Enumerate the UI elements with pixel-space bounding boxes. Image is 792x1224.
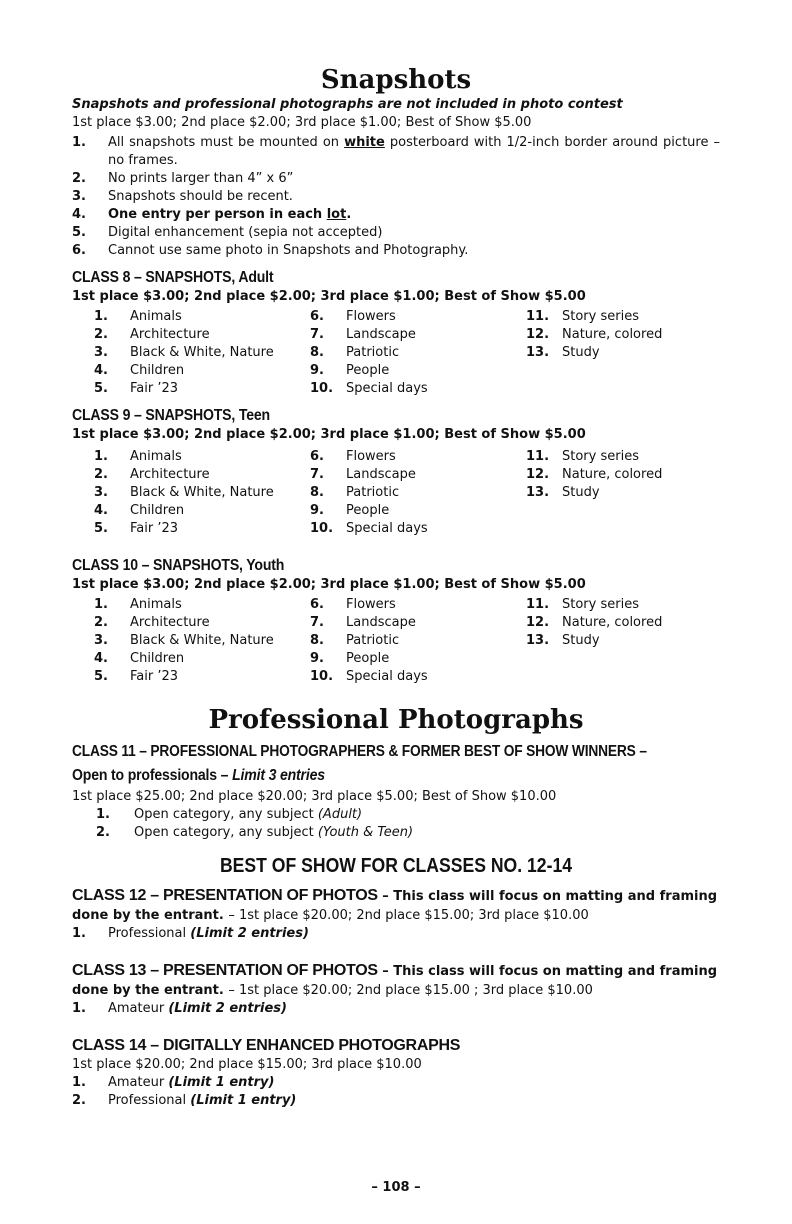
list-item: 13. Study <box>526 345 600 360</box>
list-item: 5. Fair ’23 <box>94 521 179 536</box>
list-item: 6. Flowers <box>310 309 396 324</box>
rule-item: 2. No prints larger than 4” x 6” <box>72 171 294 186</box>
list-item: 3. Black & White, Nature <box>94 633 274 648</box>
rule-item: 1. All snapshots must be mounted on white posterboard with 1/2-inch border around picture – no frames. <box>72 135 720 168</box>
list-item: 12. Nature, colored <box>526 615 663 630</box>
class-9-prize: 1st place $3.00; 2nd place $2.00; 3rd place $1.00; Best of Show $5.00 <box>72 427 586 442</box>
list-item: 12. Nature, colored <box>526 467 663 482</box>
class-11-prize: 1st place $25.00; 2nd place $20.00; 3rd place $5.00; Best of Show $10.00 <box>72 789 557 804</box>
list-item: 3. Black & White, Nature <box>94 345 274 360</box>
list-item: 4. Children <box>94 363 185 378</box>
rule-item: 4. One entry per person in each lot. <box>72 207 352 222</box>
list-item: 5. Fair ’23 <box>94 669 179 684</box>
list-item: 12. Nature, colored <box>526 327 663 342</box>
list-item: 13. Study <box>526 633 600 648</box>
class-14-prize: 1st place $20.00; 2nd place $15.00; 3rd place $10.00 <box>72 1057 422 1072</box>
list-item: 1. Animals <box>94 597 182 612</box>
list-item: 13. Study <box>526 485 600 500</box>
class-12-entry: 1. Professional (Limit 2 entries) <box>72 926 309 941</box>
class-13-block: CLASS 13 – PRESENTATION OF PHOTOS – This class will focus on matting and framing done by the entrant. – 1st place $20.00; 2nd place $15.00 ; 3rd place $10.00 <box>72 962 718 998</box>
class-14-entry: 1. Amateur (Limit 1 entry) <box>72 1075 275 1090</box>
class-8-heading: CLASS 8 – SNAPSHOTS, Adult <box>72 269 274 286</box>
class-8-list <box>72 308 720 398</box>
class-10-list <box>72 596 720 686</box>
list-item: 9. People <box>310 503 390 518</box>
class-9-heading: CLASS 9 – SNAPSHOTS, Teen <box>72 407 270 424</box>
list-item: 3. Black & White, Nature <box>94 485 274 500</box>
best-of-show-heading: BEST OF SHOW FOR CLASSES NO. 12-14 <box>219 855 573 877</box>
list-item: 9. People <box>310 363 390 378</box>
list-item: 7. Landscape <box>310 467 416 482</box>
class-11-list <box>72 806 720 842</box>
list-item: 7. Landscape <box>310 327 416 342</box>
snapshots-prize: 1st place $3.00; 2nd place $2.00; 3rd place $1.00; Best of Show $5.00 <box>72 115 532 130</box>
list-item: 8. Patriotic <box>310 345 400 360</box>
class-10-prize: 1st place $3.00; 2nd place $2.00; 3rd place $1.00; Best of Show $5.00 <box>72 577 586 592</box>
class-11-heading: CLASS 11 – PROFESSIONAL PHOTOGRAPHERS & FORMER BEST OF SHOW WINNERS – <box>72 743 647 760</box>
list-item: 10. Special days <box>310 381 428 396</box>
class-10-heading: CLASS 10 – SNAPSHOTS, Youth <box>72 557 285 574</box>
list-item: 10. Special days <box>310 521 428 536</box>
class-8-prize: 1st place $3.00; 2nd place $2.00; 3rd place $1.00; Best of Show $5.00 <box>72 289 586 304</box>
snapshots-note: Snapshots and professional photographs are not included in photo contest <box>72 97 623 112</box>
list-item: 6. Flowers <box>310 449 396 464</box>
professional-title: Professional Photographs <box>208 705 584 735</box>
list-item: 4. Children <box>94 503 185 518</box>
class-14-entry: 2. Professional (Limit 1 entry) <box>72 1093 297 1108</box>
list-item: 7. Landscape <box>310 615 416 630</box>
list-item: 4. Children <box>94 651 185 666</box>
list-item: 1. Animals <box>94 449 182 464</box>
class-13-entry: 1. Amateur (Limit 2 entries) <box>72 1001 287 1016</box>
list-item: 6. Flowers <box>310 597 396 612</box>
list-item: 2. Architecture <box>94 467 210 482</box>
list-item: 1. Open category, any subject (Adult) <box>96 807 363 822</box>
class-11-subheading: Open to professionals – Limit 3 entries <box>72 767 325 784</box>
list-item: 1. Animals <box>94 309 182 324</box>
list-item: 11. Story series <box>526 309 639 324</box>
list-item: 2. Architecture <box>94 327 210 342</box>
list-item: 8. Patriotic <box>310 633 400 648</box>
snapshots-title: Snapshots <box>320 65 472 95</box>
class-9-list <box>72 448 720 538</box>
rule-item: 5. Digital enhancement (sepia not accepted) <box>72 225 383 240</box>
snapshot-rules <box>72 134 720 260</box>
list-item: 9. People <box>310 651 390 666</box>
class-14-block: CLASS 14 – DIGITALLY ENHANCED PHOTOGRAPHS <box>72 1037 461 1054</box>
page-content <box>72 64 720 1110</box>
list-item: 8. Patriotic <box>310 485 400 500</box>
list-item: 10. Special days <box>310 669 428 684</box>
list-item: 11. Story series <box>526 597 639 612</box>
rule-item: 3. Snapshots should be recent. <box>72 189 293 204</box>
list-item: 11. Story series <box>526 449 639 464</box>
rule-item: 6. Cannot use same photo in Snapshots and Photography. <box>72 243 469 258</box>
class-12-block: CLASS 12 – PRESENTATION OF PHOTOS – This class will focus on matting and framing done by the entrant. – 1st place $20.00; 2nd place $15.00; 3rd place $10.00 <box>72 887 718 923</box>
list-item: 5. Fair ’23 <box>94 381 179 396</box>
list-item: 2. Architecture <box>94 615 210 630</box>
page-number: – 108 – <box>371 1180 421 1195</box>
list-item: 2. Open category, any subject (Youth & Teen) <box>96 825 414 840</box>
